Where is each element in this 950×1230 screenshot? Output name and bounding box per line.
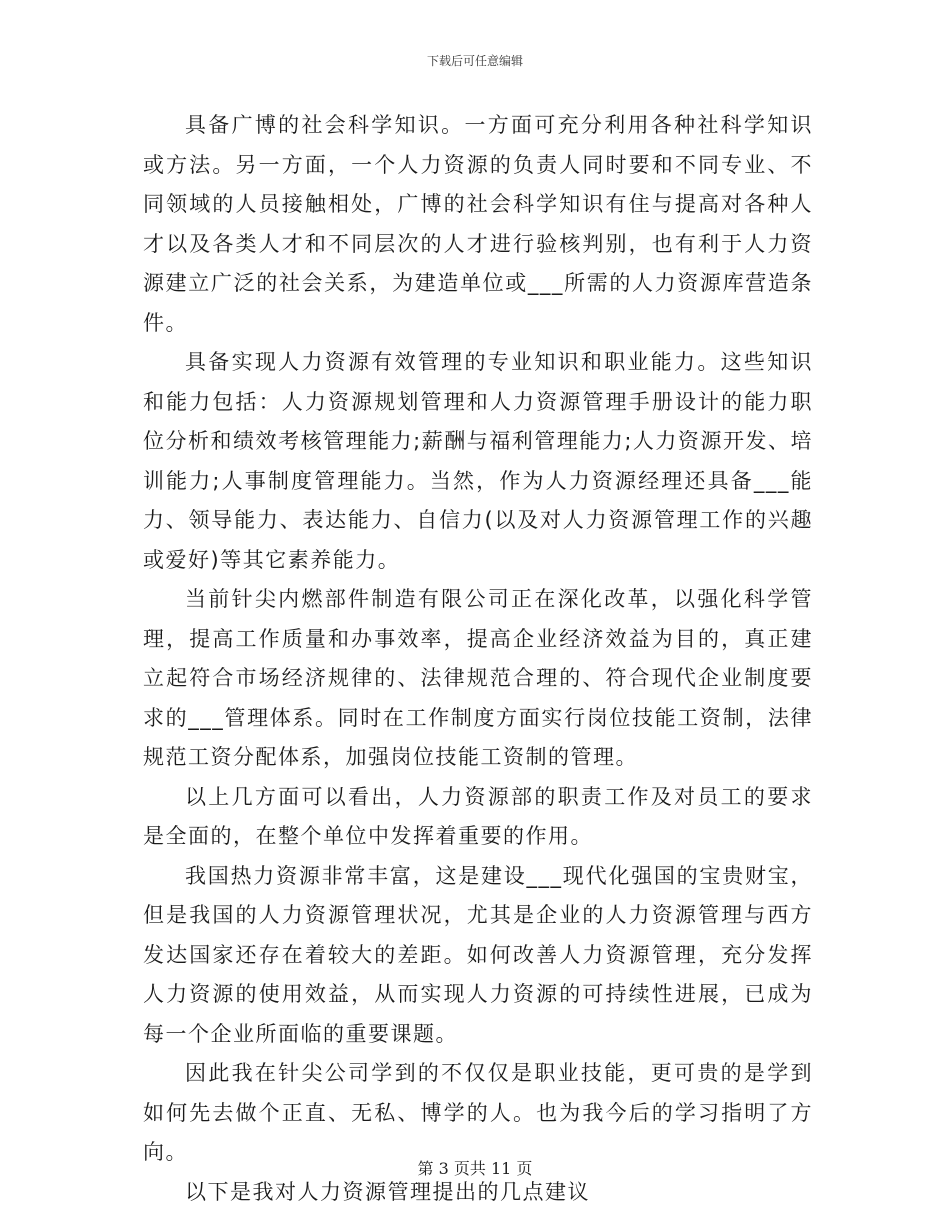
paragraph-professional-ability: 具备实现人力资源有效管理的专业知识和职业能力。这些知识和能力包括：人力资源规划管理和人力资源管理手册设计的能力职位分析和绩效考核管理能力;薪酬与福利管理能力;人力资源开发、培训能力;人事制度管理能力。当然，作为人力资源经理还具备___能力、领导能力、表达能力、自信力(以及对人力资源管理工作的兴趣或爱好)等其它素养能力。 [143, 350, 813, 572]
paragraph-company-reform: 当前针尖内燃部件制造有限公司正在深化改革，以强化科学管理，提高工作质量和办事效率，提高企业经济效益为目的，真正建立起符合市场经济规律的、法律规范合理的、符合现代企业制度要求的___管理体系。同时在工作制度方面实行岗位技能工资制，法律规范工资分配体系，加强岗位技能工资制的管理。 [143, 587, 813, 769]
document-body [143, 106, 813, 1212]
paragraph-national-hr-status: 我国热力资源非常丰富，这是建设___现代化强国的宝贵财宝，但是我国的人力资源管理状况，尤其是企业的人力资源管理与西方发达国家还存在着较大的差距。如何改善人力资源管理，充分发挥人力资源的使用效益，从而实现人力资源的可持续性进展，已成为每一个企业所面临的重要课题。 [143, 863, 813, 1046]
paragraph-suggestions-intro: 以下是我对人力资源管理提出的几点建议 [185, 1179, 590, 1204]
paragraph-hr-responsibilities: 以上几方面可以看出，人力资源部的职责工作及对员工的要求是全面的，在整个单位中发挥着重要的作用。 [143, 784, 813, 848]
paragraph-lessons-learned: 因此我在针尖公司学到的不仅仅是职业技能，更可贵的是学到如何先去做个正直、无私、博学的人。也为我今后的学习指明了方向。 [143, 1061, 813, 1164]
paragraph-social-science-knowledge: 具备广博的社会科学知识。一方面可充分利用各种社科学知识或方法。另一方面，一个人力资源的负责人同时要和不同专业、不同领域的人员接触相处，广博的社会科学知识有住与提高对各种人才以及各类人才和不同层次的人才进行验核判别，也有利于人力资源建立广泛的社会关系，为建造单位或___所需的人力资源库营造条件。 [143, 113, 813, 335]
page-header: 下载后可任意编辑 [426, 54, 523, 68]
page-number-footer: 第 3 页共 11 页 [417, 1159, 533, 1178]
